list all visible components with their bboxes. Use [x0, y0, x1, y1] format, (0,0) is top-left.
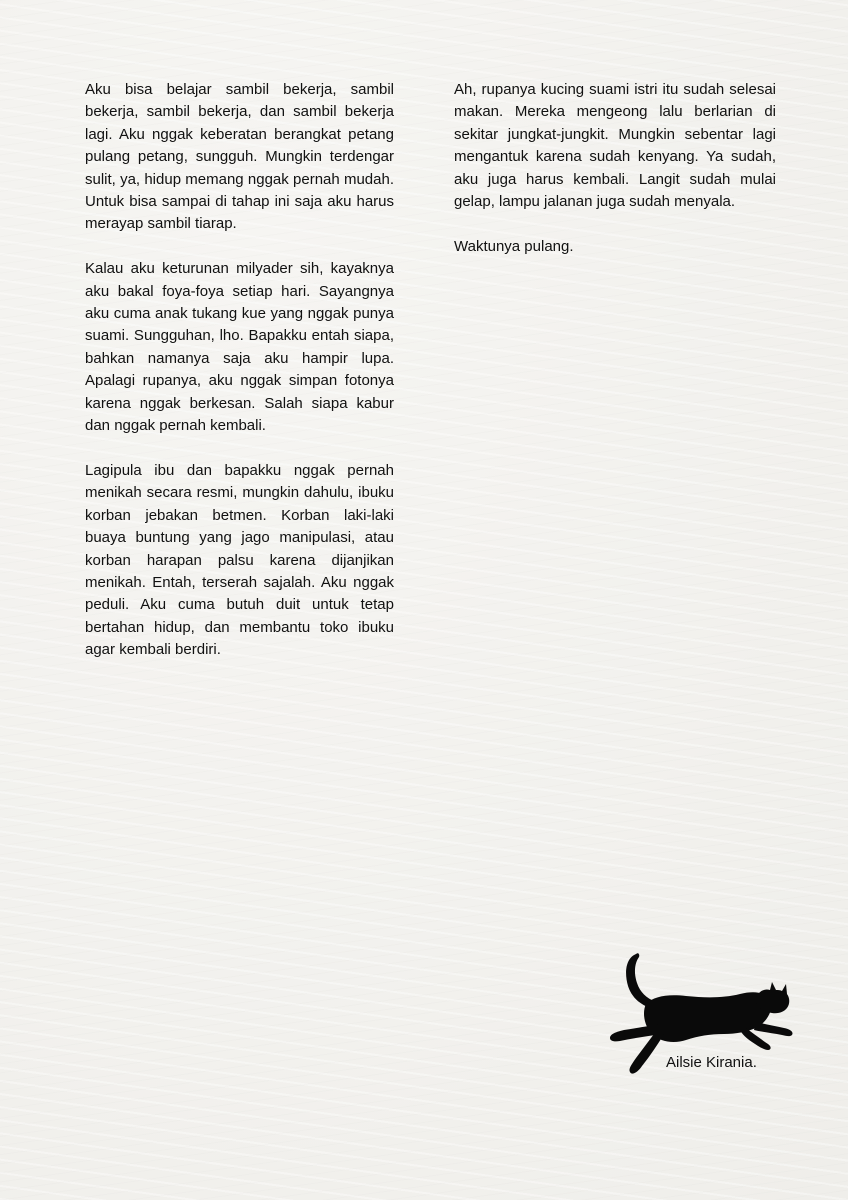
text-column-right: [454, 79, 776, 281]
paragraph-left-2: Kalau aku keturunan milyader sih, kayaknya aku bakal foya-foya setiap hari. Sayangnya aku cuma anak tukang kue yang nggak punya suami. Sungguhan, lho. Bapakku entah siapa, bahkan namanya saja aku hampir lupa. Apalagi rupanya, aku nggak simpan fotonya karena nggak berkesan. Salah siapa kabur dan nggak pernah kembali.: [85, 260, 394, 435]
paragraph-right-1: Ah, rupanya kucing suami istri itu sudah selesai makan. Mereka mengeong lalu berlarian di sekitar jungkat-jungkit. Mungkin sebentar lagi mengantuk karena sudah kenyang. Ya sudah, aku juga harus kembali. Langit sudah mulai gelap, lampu jalanan juga sudah menyala.: [454, 81, 776, 211]
author-signature: Ailsie Kirania.: [666, 1054, 757, 1071]
paragraph-left-1: Aku bisa belajar sambil bekerja, sambil bekerja, sambil bekerja, dan sambil bekerja lagi. Aku nggak keberatan berangkat petang pulang petang, sungguh. Mungkin terdengar sulit, ya, hidup memang nggak pernah mudah. Untuk bisa sampai di tahap ini saja aku harus merayap sambil tiarap.: [85, 81, 394, 233]
paragraph-left-3: Lagipula ibu dan bapakku nggak pernah menikah secara resmi, mungkin dahulu, ibuku korban jebakan betmen. Korban laki-laki buaya buntung yang jago manipulasi, atau korban harapan palsu karena dijanjikan menikah. Entah, terserah sajalah. Aku nggak peduli. Aku cuma butuh duit untuk tetap bertahan hidup, dan membantu toko ibuku agar kembali berdiri.: [85, 461, 394, 659]
paragraph-right-2: Waktunya pulang.: [454, 237, 574, 255]
text-column-left: [85, 79, 394, 684]
